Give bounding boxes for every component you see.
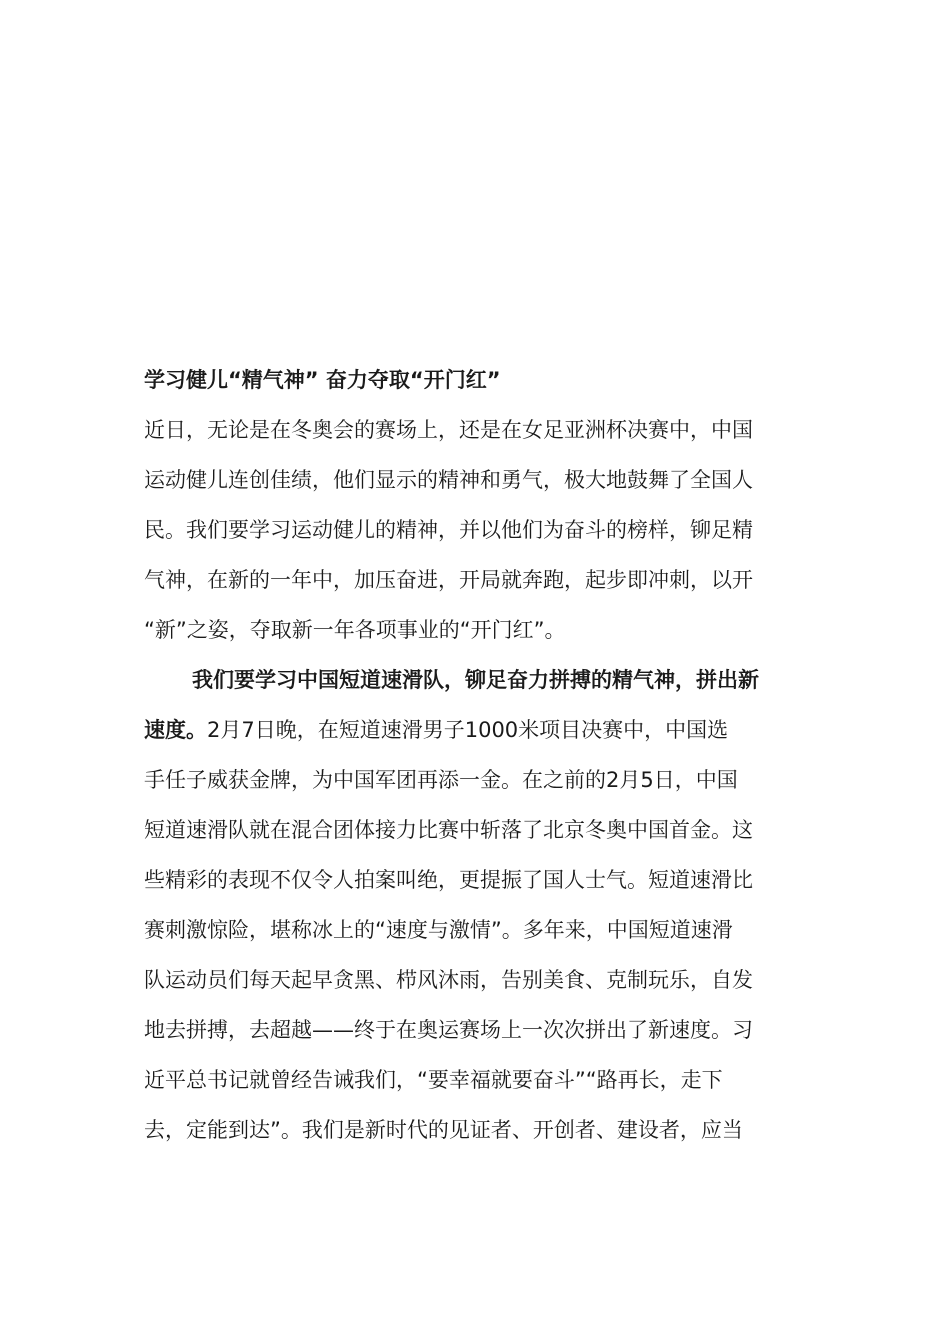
paragraph-line: 短道速滑队就在混合团体接力比赛中斩落了北京冬奥中国首金。这 [144, 818, 753, 842]
paragraph-line: 些精彩的表现不仅令人拍案叫绝，更提振了国人士气。短道速滑比 [144, 868, 753, 892]
paragraph-short-track [144, 655, 798, 1155]
paragraph-line: 运动健儿连创佳绩，他们显示的精神和勇气，极大地鼓舞了全国人 [144, 468, 753, 492]
paragraph-line-rest: 2月7日晚，在短道速滑男子1000米项目决赛中，中国选 [207, 718, 729, 742]
paragraph-line: 手任子威获金牌，为中国军团再添一金。在之前的2月5日，中国 [144, 768, 738, 792]
paragraph-line: 近平总书记就曾经告诫我们，“要幸福就要奋斗”“路再长，走下 [144, 1068, 723, 1092]
paragraph-line: 民。我们要学习运动健儿的精神，并以他们为奋斗的榜样，铆足精 [144, 518, 753, 542]
paragraph-line: 气神，在新的一年中，加压奋进，开局就奔跑，起步即冲刺，以开 [144, 568, 753, 592]
paragraph-line: 近日，无论是在冬奥会的赛场上，还是在女足亚洲杯决赛中，中国 [144, 418, 753, 442]
paragraph-line: “新”之姿，夺取新一年各项事业的“开门红”。 [144, 618, 566, 642]
paragraph-intro [144, 405, 798, 655]
article-body [144, 355, 798, 1155]
paragraph-line: 队运动员们每天起早贪黑、栉风沐雨，告别美食、克制玩乐，自发 [144, 968, 753, 992]
paragraph-line [144, 705, 798, 755]
paragraph-lead-sentence: 我们要学习中国短道速滑队，铆足奋力拼搏的精气神，拼出新 [192, 668, 759, 692]
paragraph-line: 去，定能到达”。我们是新时代的见证者、开创者、建设者，应当 [144, 1118, 743, 1142]
paragraph-line: 赛刺激惊险，堪称冰上的“速度与激情”。多年来，中国短道速滑 [144, 918, 733, 942]
article-title: 学习健儿“精气神” 奋力夺取“开门红” [144, 368, 501, 392]
lead-sentence-tail: 速度。 [144, 718, 207, 742]
paragraph-line: 地去拼搏，去超越——终于在奥运赛场上一次次拼出了新速度。习 [144, 1018, 753, 1042]
